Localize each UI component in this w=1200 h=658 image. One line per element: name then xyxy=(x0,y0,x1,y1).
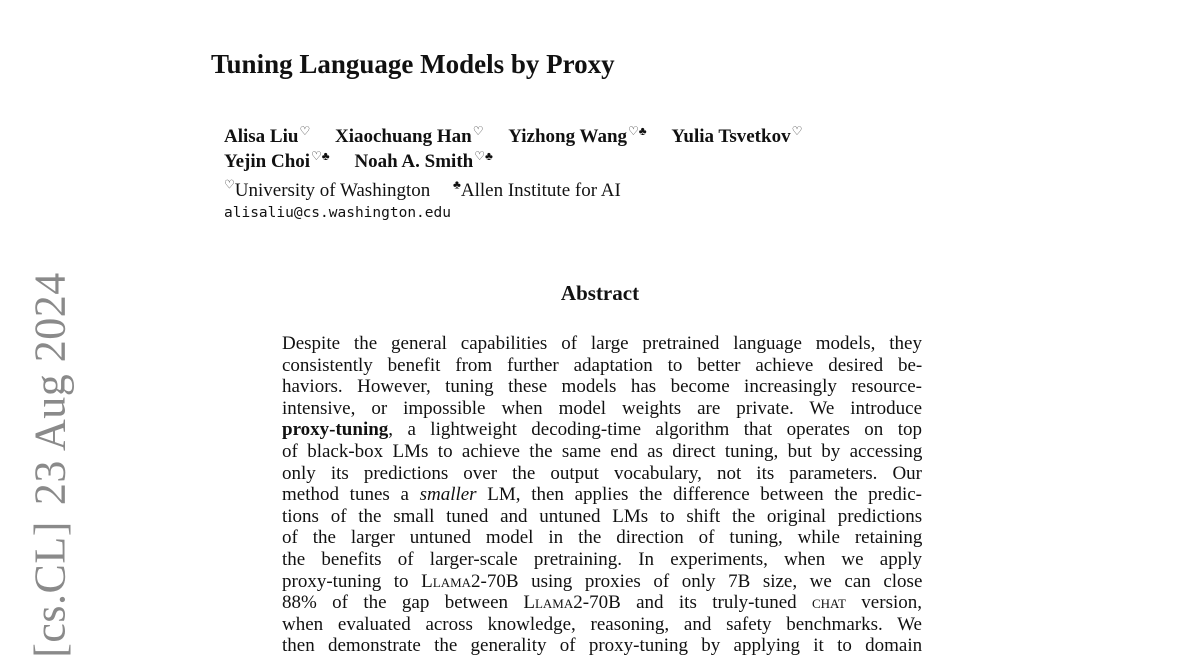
model-variant-smallcaps: chat xyxy=(812,592,846,614)
affiliation-mark: ♡ xyxy=(299,123,311,138)
method-name-bold: proxy-tuning xyxy=(282,419,389,441)
abstract-line xyxy=(282,333,922,355)
author-line-2 xyxy=(224,149,822,174)
arxiv-date: 23 Aug 2024 xyxy=(25,272,75,506)
text-run: tions of the small tuned and untuned LMs to shift the original predictions xyxy=(282,505,923,527)
arxiv-category: [cs.CL] xyxy=(25,521,75,658)
abstract-line xyxy=(282,484,922,506)
author-name: Noah A. Smith xyxy=(354,151,474,172)
author xyxy=(508,124,646,149)
abstract-line xyxy=(282,571,922,593)
author-line-1 xyxy=(224,124,822,149)
abstract-heading-text: Abstract xyxy=(560,281,640,305)
abstract-line xyxy=(282,614,922,636)
text-run: version, xyxy=(845,592,922,614)
model-name-smallcaps: Llama xyxy=(523,592,574,614)
abstract-line xyxy=(282,549,922,571)
model-name-smallcaps: Llama xyxy=(421,570,472,592)
affiliation-mark: ♡ xyxy=(472,123,484,138)
author-name: Yejin Choi xyxy=(224,151,311,172)
text-run: of black-box LMs to achieve the same end as direct tuning, but by accessing xyxy=(282,440,923,462)
abstract-line xyxy=(282,441,922,463)
abstract-line xyxy=(282,376,922,398)
author-name: Yulia Tsvetkov xyxy=(671,126,791,147)
text-run: method tunes a xyxy=(282,484,420,506)
author-name: Alisa Liu xyxy=(224,126,299,147)
abstract-line xyxy=(282,506,922,528)
affiliation xyxy=(453,177,621,201)
author xyxy=(354,149,492,174)
affiliation-mark: ♣ xyxy=(453,177,461,192)
text-run: of the larger untuned model in the direction of tuning, while retaining xyxy=(282,527,923,549)
abstract-line xyxy=(282,355,922,377)
text-run: the benefits of larger-scale pretraining. In experiments, when we apply xyxy=(282,548,922,570)
text-run: LM, then applies the difference between the predic- xyxy=(476,484,922,506)
text-run: haviors. However, tuning these models has become increasingly resource- xyxy=(282,376,922,398)
author xyxy=(224,124,310,149)
author-name: Yizhong Wang xyxy=(508,126,628,147)
abstract-line xyxy=(282,635,922,657)
abstract-line xyxy=(282,592,922,614)
abstract-line xyxy=(282,398,922,420)
affiliations xyxy=(224,177,639,202)
text-run: Despite the general capabilities of large pretrained language models, they xyxy=(282,333,922,354)
affiliation-mark: ♡ xyxy=(224,177,235,192)
text-run: consistently benefit from further adaptation to better achieve desired be- xyxy=(282,354,923,376)
author xyxy=(671,124,802,149)
affiliation-mark: ♡♣ xyxy=(311,148,330,163)
text-run: , a lightweight decoding-time algorithm that operates on top xyxy=(388,419,922,441)
affiliation-name: University of Washington xyxy=(234,180,431,201)
text-run: 88% of the gap between xyxy=(282,592,524,614)
text-run: then demonstrate the generality of proxy-tuning by applying it to domain xyxy=(282,635,923,657)
text-run: only its predictions over the output vocabulary, not its parameters. Our xyxy=(282,462,922,484)
abstract-heading xyxy=(0,281,1200,306)
affiliation-name: Allen Institute for AI xyxy=(460,180,621,201)
text-run: when evaluated across knowledge, reasoning, and safety benchmarks. We xyxy=(282,613,922,635)
author-name: Xiaochuang Han xyxy=(334,126,472,147)
italic-emphasis: smaller xyxy=(419,484,477,506)
contact-email[interactable]: alisaliu@cs.washington.edu xyxy=(224,205,451,221)
affiliation-mark: ♡♣ xyxy=(628,123,647,138)
abstract-line xyxy=(282,463,922,485)
abstract-line xyxy=(282,527,922,549)
affiliation-mark: ♡♣ xyxy=(474,148,493,163)
text-run: proxy-tuning to xyxy=(282,570,422,592)
affiliation-mark: ♡ xyxy=(791,123,803,138)
author xyxy=(224,149,330,174)
author xyxy=(335,124,484,149)
text-run: 2-70B and its truly-tuned xyxy=(573,592,812,614)
author-list xyxy=(224,124,822,174)
text-run: 2-70B using proxies of only 7B size, we can close xyxy=(471,570,923,592)
abstract-line xyxy=(282,419,922,441)
paper-title: Tuning Language Models by Proxy xyxy=(211,49,615,79)
abstract-body xyxy=(282,333,922,657)
affiliation xyxy=(224,177,431,201)
arxiv-side-stamp xyxy=(25,272,76,658)
text-run: intensive, or impossible when model weights are private. We introduce xyxy=(282,397,922,419)
